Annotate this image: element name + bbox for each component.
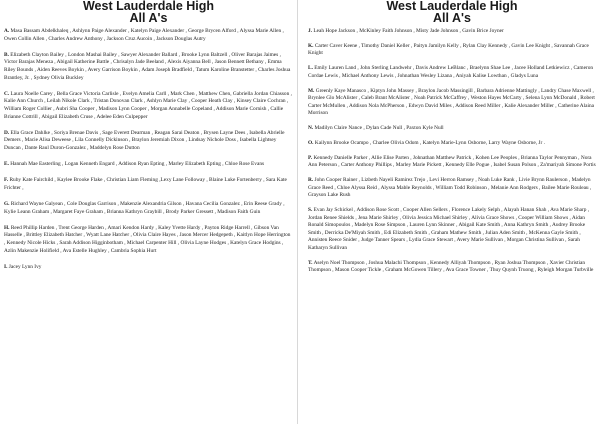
name-list: Ella Grace Dahlke , Soriya Brenae Davis , Sage Everett Dearman , Reagan Sarai Deaton , Brysen Layne Dees , Isabella Abrielle Demers , Macie Alisa Deweese , Lila Connelly Dickinson , Braylon Jeremiah Dixon , Lindsay Nichole Doss , Isabella Lightsey Duncan , Dante Raul Duron-Gonzalez , Maddelyn Rose Dutton [4,129,285,151]
section-i [4,264,293,272]
page-subtitle: All A's [433,11,471,25]
name-list: Kailynn Brooke Ocampo , Charlee Olivia Odom , Katelyn Marie-Lynn Osborne, Larry Wayne Osborne, Jr . [314,139,545,146]
page-title: West Lauderdale High [82,0,215,13]
section-letter: P. [308,154,313,161]
section-letter: K. [308,42,314,49]
section-letter: J. [308,28,313,34]
name-list: Hannah Mae Easterling , Logan Kenneth Engard , Addison Ryan Epting , Marley Elizabeth Epting , Chloe Rose Evans [10,161,265,168]
section-o [308,140,596,148]
section-letter: G. [4,201,10,208]
section-letter: O. [308,139,314,146]
name-list: Emily Lauren Land , John Sterling Landwehr , Davis Andrew LeBlanc , Braelynn Shae Lee , Jacee Holland Letkiewicz , Cameron Cordae Lewis , Michael Anthony Lewis , Johnathan Wesley Lizana , Aniyah Kalise Lowthan , Gladys Luna [308,65,594,79]
name-list: Carter Caver Keene , Timothy Daniel Keller , Paityn Jamilyn Kelly , Rylan Clay Kennedy , Gavin Lee Knight , Savannah Grace Knight [308,42,589,57]
section-p [308,155,596,170]
section-e [4,161,293,169]
section-b [4,52,293,82]
section-letter: S. [308,207,313,213]
section-letter: L. [308,65,313,72]
section-c [4,91,293,121]
section-k [308,43,596,58]
name-list: Kennedy Danielle Parker , Allie Elise Parten , Johnathan Matthew Patrick , Kohen Lee Peoples , Brianna Taylor Pennyman , Nora Ann Peterson , Carter Anthony Phillips , Marley Marie Pickett , Kennedy Elle Pogue , Isabel Susan Polson , Za'mariyah Simone Portis [308,154,596,169]
name-list: Leah Hope Jackson , McKinley Faith Johnson , Misty Jade Johnson , Gavin Brice Joyner [313,28,504,34]
section-m [308,88,596,118]
section-h [4,225,293,255]
name-list: Richard Wayne Galyean , Cole Douglas Garrison , Makenzie Alexandria Gilson , Havana Cecilia Gonzalez , Erin Reese Grady , Kylie Leann Graham , Margaret Faye Graham , Brianna Kathryn Graybill , Brody Parker Gressett , Madison Faith Guin [4,201,285,215]
section-n [308,125,596,133]
section-g [4,201,293,216]
name-list: Laura Noelle Carey , Bella Grace Victoria Carlisle , Evelyn Amelia Carll , Mark Chen , Matthew Chen, Gabriella Jordan Chiasson , Kalie Ann Church , Leilah Nikole Clark , Tristan Donovan Clark , Ashlyn Marie Clay , Cooper Heath Clay , Kinsey Claire Cochran , William Roger Collier , Aubri Sha Cooper , Madison Lynn Cooper , Morgan Annabelle Copeland , Addison Marie Cornish , Callie Brianne Cottrill , Abigail Elizabeth Cruse , Adelee Eden Culpepper [4,90,292,120]
section-letter: E. [4,161,9,168]
name-list: Madilyn Claire Nance , Dylan Cade Null , Paxton Kyle Null [314,125,444,132]
section-letter: D. [4,129,10,136]
section-letter: A. [4,28,10,34]
name-list: Jacey Lynn Ivy [8,263,42,270]
name-list: Ruby Kate Fairchild , Kaylee Brooke Flake , Christian Liam Fleming ,Lexy Lane Followay , Blaine Luke Fortenberry , Sara Kate Frichter , [4,177,287,191]
section-r [308,177,596,200]
section-letter: C. [4,90,10,97]
name-list: Reed Phillip Harden , Trent George Harden , Amari Kendon Hardy , Kaley Yvette Hardy , Payton Ridge Harrell , Gibson Van Hasselle , Brittley Elizabeth Hatcher , Wyatt Lane Hatcher , Olivia Claire Hayes , Jason Mercer Hedgepeth , Kaitlyn Hope Herrington , Kennedy Nicole Hicks , Sarah Addison Higginbotham , Michael Carpenter Hill , Olivia Layne Hodges , Katelyn Grace Hodgins , Azlin Makenzie Holifield , Ava Estelle Hughley , Cambria Sophia Hurt [4,224,291,254]
name-list: Elizabeth Clayton Bailey , London Mashai Bailey , Sawyer Alexander Ballard , Brooke Lynn Baltzell , Oliver Barajas Jaimes , Victor Barajas Meneza , Abigail Katherine Battle , Chrisalyn Jade Beeland , Alexis Aiyanna Bell , Jason Bennett Bethany , Emma Riley Bounds , Aiden Reeves Boykin , Avery Garrison Boykin , Adam Joseph Bradfield , Tatum Karoline Branstetter , Charles Joshua Brantley, Jr. , Sydney Olivia Buckley [4,51,291,81]
name-list: Evan Jay Schickel , Addison Rose Scott , Cooper Allen Sellers , Florence Lakely Selph , Alayah Hanan Shah , Ava Marie Sharp , Jordan Renee Shields , Jena Marie Shirley , Olivia Jessica Michael Shirley , Alivia Grace Shows , Cooper William Shows , Aidan Ronald Simopoulos , Madelyn Rose Simpson , Lauren Lynn Skinner , Abigail Kate Smith , Anna Kathryn Smith , Audrey Brooke Smith , Derricka De'Miyah Smith , Edi Elizabeth Smith , Graham Mathew Smith , Julian Aden Smith , McKenna Gayle Smith , Annisten Reece Snider , Judge Tanner Spears , Lydia Grace Stewart , Avery Marie Sullivan , Morgan Christina Sullivan , Sarah Katharyn Sullivan [308,207,590,251]
section-d [4,130,293,153]
section-letter: F. [4,177,9,184]
section-letter: M. [308,87,315,94]
section-l [308,65,596,80]
section-s [308,207,596,253]
name-list: Greenly Kaye Manasco , Kiptyn John Massey , Braylon Jacob Massingill , Barbara Adrienne Mattingly , Landry Chase Maxwell , Brynlee Glo McAlister , Caleb Brant McAlister , Noah Patrick McCaffrey , Weston Hayes McCarty , Selena Lynn McDonald , Robert Carter McMullen , Addison Nola McPherson , Edwyn David Miles , Addison Reed Miller , Kalie Alexander Miller , Catherine Alaina Morrison [308,87,595,117]
section-letter: N. [308,125,314,132]
page-subtitle: All A's [129,11,168,25]
section-letter: B. [4,51,9,58]
name-list: John Cooper Rainer , Lizbeth Nayeli Ramirez Trejo , Levi Herron Ramsey , Noah Luke Rank , Livie Brynn Raulerson , Madelyn Grace Reed , Chloe Alyssa Reid , Alyssa Mable Reynolds , William Todd Robinson , Melanie Ann Rodgers , Bailee Marie Rouleau , Grayson Lake Rush [308,177,592,199]
section-t [308,260,596,275]
section-f [4,177,293,192]
left-column [0,0,298,424]
right-column [304,0,600,424]
page-title: West Lauderdale High [386,0,518,13]
section-letter: T. [308,259,313,266]
section-letter: H. [4,224,10,231]
section-letter: R. [308,177,314,184]
section-letter: I. [4,263,8,270]
section-j [308,28,596,36]
section-a [4,28,293,43]
name-list: Aselyn Noel Thompson , Joshua Malachi Thompson , Kennedy Alliyah Thompson , Ryan Joshua Thompson , Xavier Christian Thompson , Mason Cooper Tickle , Graham McGowen Tillery , Ava Grace Towner , Thuy Quynh Truong , Ryleigh Morgan Turbville [308,259,594,274]
name-list: Masa Bassam Abdelkhaleq , Ashlynn Paige Alexander , Katelyn Paige Alexander , George Brycen Alford , Alyssa Marie Allen , Owen Collin Allen , Charles Andrew Anthony , Jackson Cruz Aucoin , Jackson Douglas Autry [4,28,284,42]
